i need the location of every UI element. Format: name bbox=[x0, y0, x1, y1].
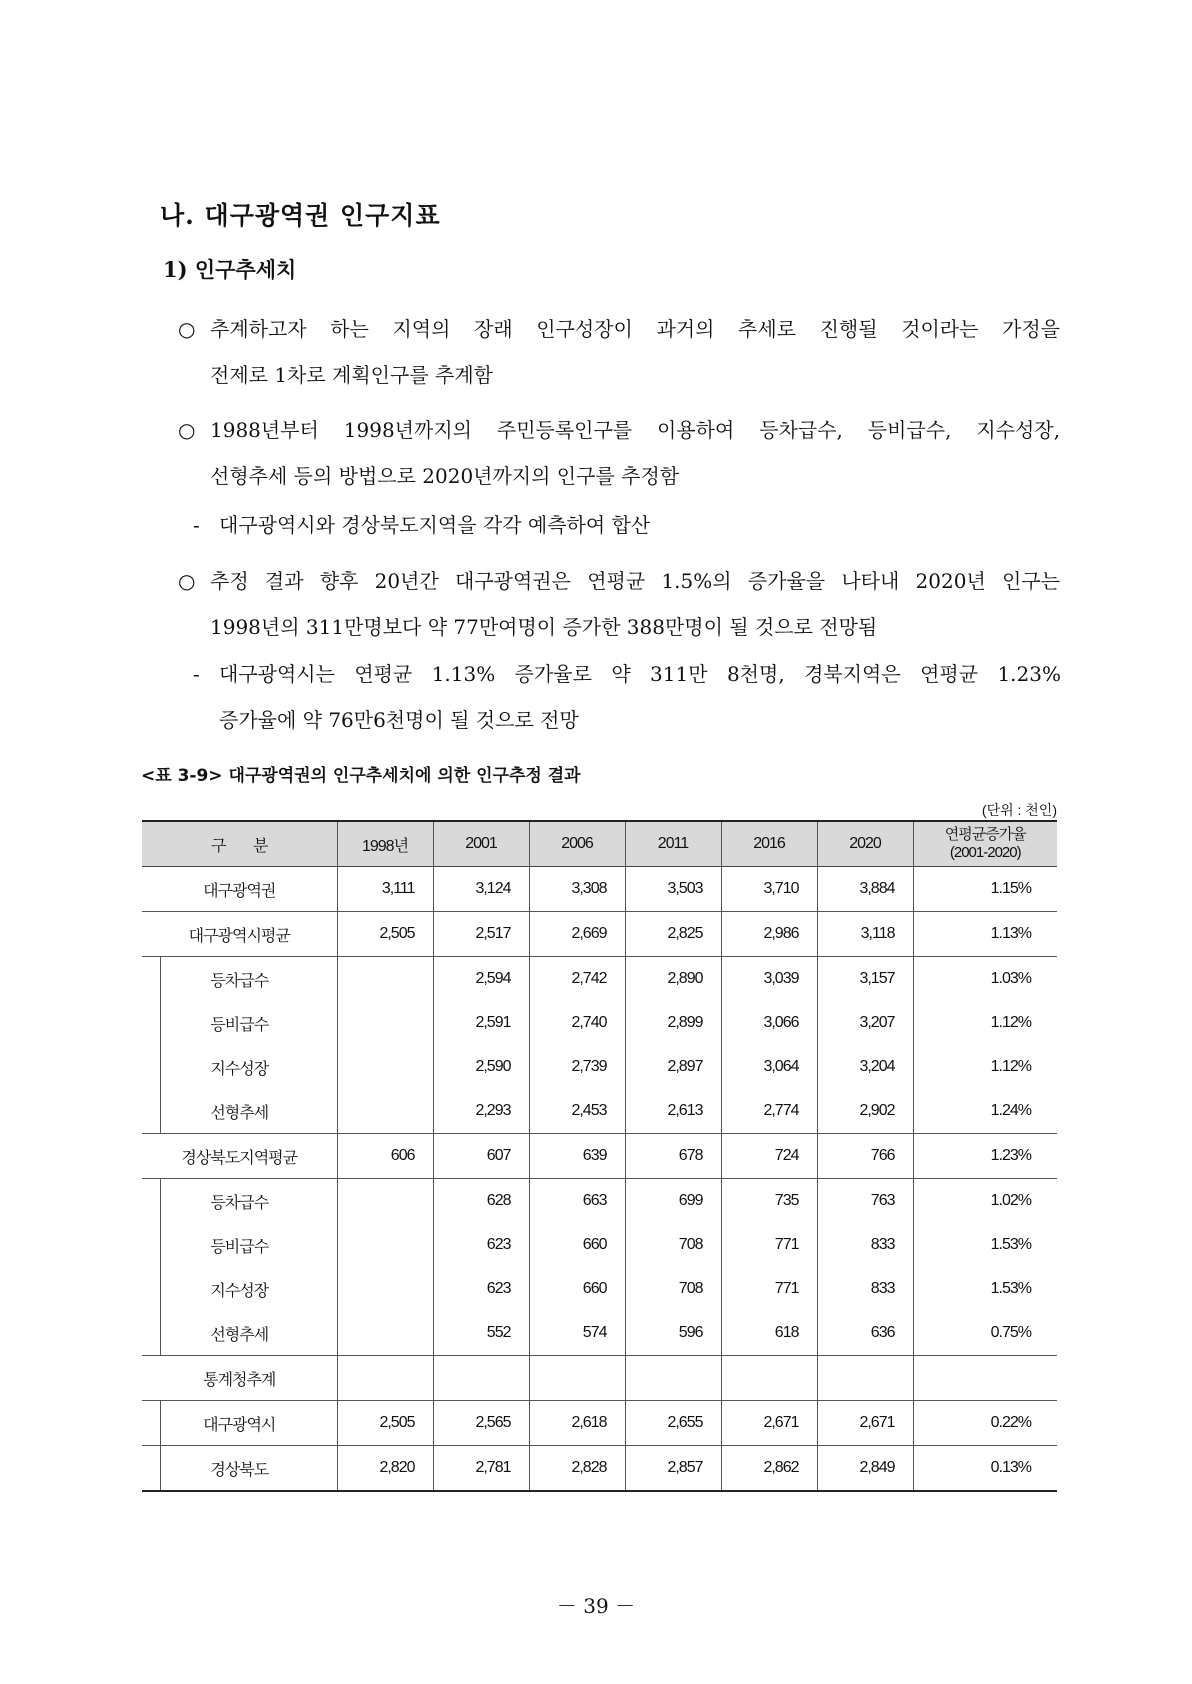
cell-2011: 2,825 bbox=[625, 912, 721, 957]
row-label: 등비급수 bbox=[142, 1001, 337, 1045]
paragraph-1 bbox=[178, 306, 1060, 398]
cell-2006 bbox=[529, 1356, 625, 1401]
table-row bbox=[142, 1311, 1057, 1356]
table-caption: <표 3-9> 대구광역권의 인구추세치에 의한 인구추정 결과 bbox=[141, 766, 581, 786]
cell-2016: 3,710 bbox=[721, 867, 817, 912]
cell-2011: 678 bbox=[625, 1134, 721, 1179]
cell-2006: 2,828 bbox=[529, 1446, 625, 1492]
paragraph-line: 추계하고자 하는 지역의 장래 인구성장이 과거의 추세로 진행될 것이라는 가정을 bbox=[210, 317, 1060, 341]
cell-2020: 766 bbox=[817, 1134, 913, 1179]
cell-rate: 1.12% bbox=[913, 1045, 1057, 1089]
cell-rate: 1.23% bbox=[913, 1134, 1057, 1179]
cell-2001: 623 bbox=[433, 1267, 529, 1311]
cell-2001: 2,781 bbox=[433, 1446, 529, 1492]
paragraph-3 bbox=[193, 502, 1061, 548]
cell-rate: 1.53% bbox=[913, 1267, 1057, 1311]
paragraph-line: 추정 결과 향후 20년간 대구광역권은 연평균 1.5%의 증가율을 나타내 2020년 인구는 bbox=[210, 569, 1060, 593]
cell-rate: 1.15% bbox=[913, 867, 1057, 912]
cell-2001: 2,517 bbox=[433, 912, 529, 957]
paragraph-2 bbox=[178, 407, 1060, 499]
cell-1998 bbox=[337, 1045, 433, 1089]
cell-2020: 833 bbox=[817, 1267, 913, 1311]
cell-1998: 606 bbox=[337, 1134, 433, 1179]
cell-2011 bbox=[625, 1356, 721, 1401]
cell-2016: 724 bbox=[721, 1134, 817, 1179]
table-row bbox=[142, 1446, 1057, 1492]
page-number: － 39 － bbox=[556, 1594, 636, 1618]
cell-2006: 639 bbox=[529, 1134, 625, 1179]
cell-2016: 2,862 bbox=[721, 1446, 817, 1492]
dash-mark: - bbox=[193, 662, 200, 686]
cell-2020: 3,204 bbox=[817, 1045, 913, 1089]
table-row bbox=[142, 1089, 1057, 1134]
bullet-mark: ○ bbox=[178, 569, 196, 593]
header-category: 구 분 bbox=[142, 821, 337, 867]
cell-2020: 2,671 bbox=[817, 1401, 913, 1446]
cell-2011: 2,897 bbox=[625, 1045, 721, 1089]
cell-2011: 699 bbox=[625, 1179, 721, 1224]
header-rate bbox=[913, 821, 1057, 867]
cell-1998 bbox=[337, 1179, 433, 1224]
cell-rate: 1.53% bbox=[913, 1223, 1057, 1267]
cell-2006: 2,740 bbox=[529, 1001, 625, 1045]
cell-2011: 2,899 bbox=[625, 1001, 721, 1045]
cell-2020 bbox=[817, 1356, 913, 1401]
cell-rate bbox=[913, 1356, 1057, 1401]
dash-mark: - bbox=[193, 513, 200, 537]
cell-2011: 2,655 bbox=[625, 1401, 721, 1446]
cell-2011: 3,503 bbox=[625, 867, 721, 912]
cell-1998: 2,505 bbox=[337, 1401, 433, 1446]
row-label: 선형추세 bbox=[142, 1311, 337, 1356]
paragraph-4 bbox=[178, 558, 1060, 650]
cell-2006: 660 bbox=[529, 1267, 625, 1311]
cell-2020: 3,207 bbox=[817, 1001, 913, 1045]
row-label: 대구광역권 bbox=[203, 882, 276, 900]
row-label: 대구광역시 bbox=[142, 1401, 337, 1446]
cell-1998 bbox=[337, 1001, 433, 1045]
cell-2006: 3,308 bbox=[529, 867, 625, 912]
cell-2001: 2,590 bbox=[433, 1045, 529, 1089]
cell-2020: 833 bbox=[817, 1223, 913, 1267]
table-row bbox=[142, 1267, 1057, 1311]
cell-2001: 3,124 bbox=[433, 867, 529, 912]
cell-2006: 663 bbox=[529, 1179, 625, 1224]
header-rate-line1: 연평균증가율 bbox=[944, 826, 1026, 843]
cell-2020: 636 bbox=[817, 1311, 913, 1356]
header-rate-line2: (2001-2020) bbox=[949, 844, 1021, 861]
cell-2001: 623 bbox=[433, 1223, 529, 1267]
bullet-mark: ○ bbox=[178, 418, 196, 442]
cell-2001: 2,591 bbox=[433, 1001, 529, 1045]
cell-1998 bbox=[337, 1356, 433, 1401]
cell-rate: 0.13% bbox=[913, 1446, 1057, 1492]
cell-2020: 3,157 bbox=[817, 957, 913, 1002]
cell-2020: 2,902 bbox=[817, 1089, 913, 1134]
row-label: 경상북도 bbox=[142, 1446, 337, 1492]
header-2006: 2006 bbox=[529, 821, 625, 867]
cell-2011: 2,857 bbox=[625, 1446, 721, 1492]
cell-2011: 708 bbox=[625, 1223, 721, 1267]
table-row bbox=[142, 1001, 1057, 1045]
cell-2016: 735 bbox=[721, 1179, 817, 1224]
cell-2016: 2,671 bbox=[721, 1401, 817, 1446]
cell-rate: 1.12% bbox=[913, 1001, 1057, 1045]
cell-2020: 2,849 bbox=[817, 1446, 913, 1492]
cell-2016: 2,774 bbox=[721, 1089, 817, 1134]
cell-2001 bbox=[433, 1356, 529, 1401]
header-2020: 2020 bbox=[817, 821, 913, 867]
table-row bbox=[142, 1401, 1057, 1446]
cell-2016: 771 bbox=[721, 1267, 817, 1311]
row-label: 등차급수 bbox=[142, 1179, 337, 1224]
paragraph-line: 증가율에 약 76만6천명이 될 것으로 전망 bbox=[219, 708, 579, 732]
row-label: 지수성장 bbox=[142, 1045, 337, 1089]
subsection-title: 1) 인구추세치 bbox=[163, 257, 297, 282]
cell-2016: 771 bbox=[721, 1223, 817, 1267]
header-1998: 1998년 bbox=[337, 821, 433, 867]
bullet-mark: ○ bbox=[178, 317, 196, 341]
table-unit: (단위 : 천인) bbox=[981, 802, 1057, 818]
cell-2011: 708 bbox=[625, 1267, 721, 1311]
row-label: 선형추세 bbox=[142, 1089, 337, 1134]
cell-rate: 1.03% bbox=[913, 957, 1057, 1002]
cell-2006: 660 bbox=[529, 1223, 625, 1267]
row-label: 지수성장 bbox=[142, 1267, 337, 1311]
paragraph-line: 전제로 1차로 계획인구를 추계함 bbox=[210, 363, 493, 387]
paragraph-line: 1998년의 311만명보다 약 77만여명이 증가한 388만명이 될 것으로 전망됨 bbox=[210, 615, 878, 639]
table-row bbox=[142, 1045, 1057, 1089]
cell-2011: 596 bbox=[625, 1311, 721, 1356]
cell-2020: 3,884 bbox=[817, 867, 913, 912]
cell-rate: 1.02% bbox=[913, 1179, 1057, 1224]
header-2016: 2016 bbox=[721, 821, 817, 867]
table-row bbox=[142, 957, 1057, 1002]
row-label: 통계청추계 bbox=[142, 1356, 337, 1401]
row-label: 경상북도지역평균 bbox=[142, 1134, 337, 1179]
row-label: 등비급수 bbox=[142, 1223, 337, 1267]
cell-2016: 3,064 bbox=[721, 1045, 817, 1089]
cell-2016 bbox=[721, 1356, 817, 1401]
table-row bbox=[142, 1134, 1057, 1179]
cell-rate: 0.75% bbox=[913, 1311, 1057, 1356]
cell-2006: 2,742 bbox=[529, 957, 625, 1002]
cell-2016: 3,039 bbox=[721, 957, 817, 1002]
cell-2016: 618 bbox=[721, 1311, 817, 1356]
cell-2006: 2,618 bbox=[529, 1401, 625, 1446]
population-table bbox=[142, 820, 1057, 1492]
table-row bbox=[142, 1223, 1057, 1267]
paragraph-line: 대구광역시와 경상북도지역을 각각 예측하여 합산 bbox=[219, 513, 651, 537]
cell-1998 bbox=[337, 1311, 433, 1356]
cell-rate: 0.22% bbox=[913, 1401, 1057, 1446]
cell-2001: 552 bbox=[433, 1311, 529, 1356]
cell-1998 bbox=[337, 1267, 433, 1311]
cell-1998 bbox=[337, 1223, 433, 1267]
table-row bbox=[142, 912, 1057, 957]
cell-1998: 3,111 bbox=[337, 867, 433, 912]
cell-2001: 628 bbox=[433, 1179, 529, 1224]
row-label: 등차급수 bbox=[142, 957, 337, 1002]
cell-rate: 1.13% bbox=[913, 912, 1057, 957]
cell-2011: 2,890 bbox=[625, 957, 721, 1002]
cell-2011: 2,613 bbox=[625, 1089, 721, 1134]
cell-2001: 607 bbox=[433, 1134, 529, 1179]
cell-2006: 574 bbox=[529, 1311, 625, 1356]
table-row bbox=[142, 867, 1057, 912]
cell-2001: 2,594 bbox=[433, 957, 529, 1002]
cell-2006: 2,669 bbox=[529, 912, 625, 957]
table-header-row bbox=[142, 821, 1057, 867]
cell-2006: 2,453 bbox=[529, 1089, 625, 1134]
cell-1998 bbox=[337, 1089, 433, 1134]
cell-2020: 3,118 bbox=[817, 912, 913, 957]
cell-1998 bbox=[337, 957, 433, 1002]
cell-rate: 1.24% bbox=[913, 1089, 1057, 1134]
paragraph-line: 대구광역시는 연평균 1.13% 증가율로 약 311만 8천명, 경북지역은 연평균 1.23% bbox=[219, 662, 1061, 686]
cell-2020: 763 bbox=[817, 1179, 913, 1224]
table-row bbox=[142, 1179, 1057, 1224]
table-row bbox=[142, 1356, 1057, 1401]
section-title: 나. 대구광역권 인구지표 bbox=[160, 201, 441, 230]
row-label: 대구광역시평균 bbox=[142, 912, 337, 957]
paragraph-line: 1988년부터 1998년까지의 주민등록인구를 이용하여 등차급수, 등비급수, 지수성장, bbox=[210, 418, 1060, 442]
header-2001: 2001 bbox=[433, 821, 529, 867]
cell-1998: 2,505 bbox=[337, 912, 433, 957]
header-2011: 2011 bbox=[625, 821, 721, 867]
cell-2006: 2,739 bbox=[529, 1045, 625, 1089]
cell-2016: 3,066 bbox=[721, 1001, 817, 1045]
paragraph-line: 선형추세 등의 방법으로 2020년까지의 인구를 추정함 bbox=[210, 464, 680, 488]
paragraph-5 bbox=[193, 651, 1061, 743]
cell-2016: 2,986 bbox=[721, 912, 817, 957]
cell-2001: 2,565 bbox=[433, 1401, 529, 1446]
cell-2001: 2,293 bbox=[433, 1089, 529, 1134]
cell-1998: 2,820 bbox=[337, 1446, 433, 1492]
